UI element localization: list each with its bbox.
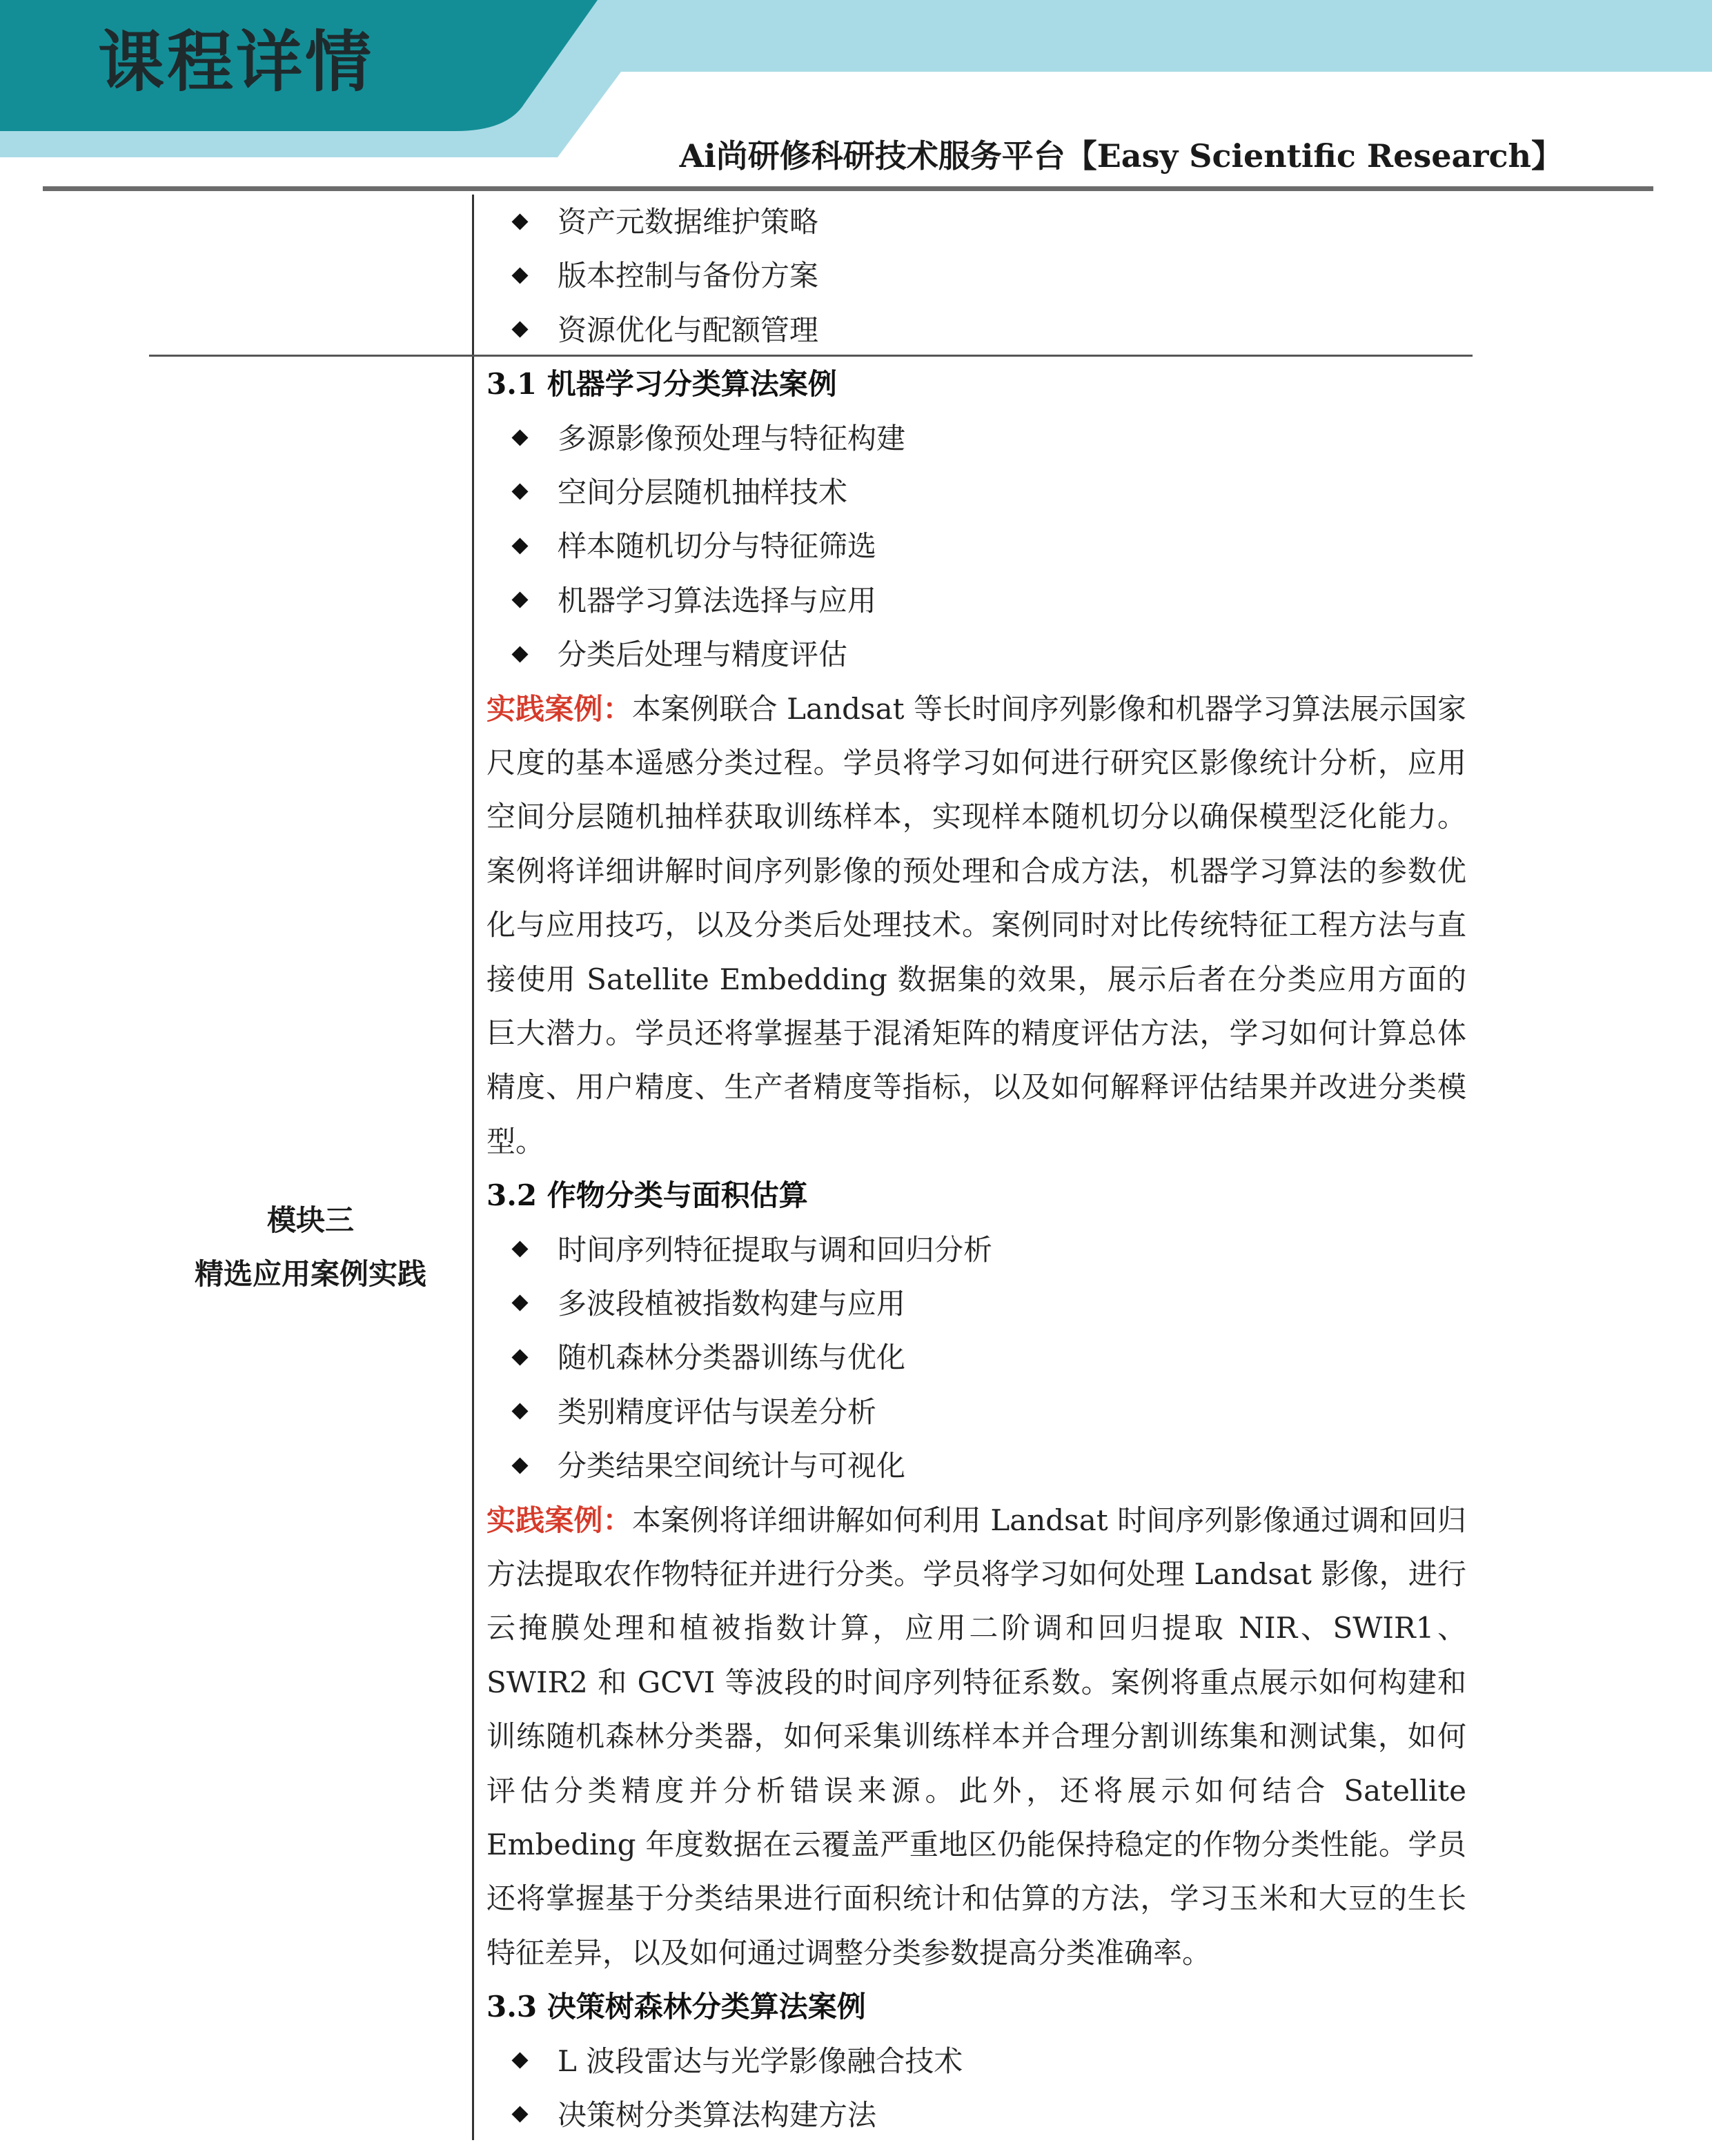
list-item-text: 机器学习算法选择与应用 [558, 583, 877, 617]
module-name: 精选应用案例实践 [194, 1257, 426, 1291]
list-item-text: 版本控制与备份方案 [558, 259, 819, 293]
list-item-text: L 波段雷达与光学影像融合技术 [558, 2044, 963, 2078]
list-item-text: 分类后处理与精度评估 [558, 637, 848, 672]
case-paragraph [486, 682, 1466, 1169]
diamond-bullet-icon [511, 2053, 528, 2069]
list-item [486, 304, 1466, 357]
list-item-text: 随机森林分类器训练与优化 [558, 1341, 906, 1375]
list-item [486, 412, 1466, 466]
list-item-text: 类别精度评估与误差分析 [558, 1394, 877, 1429]
header-divider [43, 186, 1653, 191]
case-text: 本案例将详细讲解如何利用 Landsat 时间序列影像通过调和回归方法提取农作物特征并进行分类。学员将学习如何处理 Landsat 影像，进行云掩膜处理和植被指数计算，应用二阶调和回归提取 NIR、SWIR1、SWIR2 和 GCVI 等波段的时间序列特征系数。案例将重点展示如何构建和训练随机森林分类器，如何采集训练样本并合理分割训练集和测试集，如何评估分类精度并分析错误来源。此外，还将展示如何结合 Satellite Embeding 年度数据在云覆盖严重地区仍能保持稳定的作物分类性能。学员还将掌握基于分类结果进行面积统计和估算的方法，学习玉米和大豆的生长特征差异，以及如何通过调整分类参数提高分类准确率。 [486, 1503, 1466, 1970]
case-text: 本案例联合 Landsat 等长时间序列影像和机器学习算法展示国家尺度的基本遥感分类过程。学员将学习如何进行研究区影像统计分析，应用空间分层随机抽样获取训练样本，实现样本随机切分以确保模型泛化能力。案例将详细讲解时间序列影像的预处理和合成方法，机器学习算法的参数优化与应用技巧，以及分类后处理技术。案例同时对比传统特征工程方法与直接使用 Satellite Embedding 数据集的效果，展示后者在分类应用方面的巨大潜力。学员还将掌握基于混淆矩阵的精度评估方法，学习如何计算总体精度、用户精度、生产者精度等指标，以及如何解释评估结果并改进分类模型。 [486, 691, 1466, 1158]
list-item [486, 520, 1466, 573]
list-item [486, 466, 1466, 520]
list-item [486, 2088, 1466, 2142]
list-item-text: 空间分层随机抽样技术 [558, 475, 848, 509]
list-item [486, 574, 1466, 628]
list-item-text: 资产元数据维护策略 [558, 205, 819, 239]
case-paragraph [486, 1494, 1466, 1981]
platform-name: Ai尚研修科研技术服务平台【Easy Scientific Research】 [679, 137, 1563, 175]
diamond-bullet-icon [511, 1295, 528, 1312]
table-column-divider [472, 195, 474, 2140]
diamond-bullet-icon [511, 1241, 528, 1258]
list-item-text: 资源优化与配额管理 [558, 313, 819, 347]
diamond-bullet-icon [511, 267, 528, 284]
diamond-bullet-icon [511, 1403, 528, 1420]
module-number: 模块三 [266, 1203, 354, 1237]
list-item-text: 多波段植被指数构建与应用 [558, 1286, 906, 1321]
diamond-bullet-icon [511, 213, 528, 230]
case-label: 实践案例： [486, 1503, 632, 1537]
list-item-text: 决策树分类算法构建方法 [558, 2097, 877, 2132]
diamond-bullet-icon [511, 484, 528, 500]
list-item-text: 时间序列特征提取与调和回归分析 [558, 1232, 993, 1267]
list-item-text: 多源影像预处理与特征构建 [558, 421, 906, 455]
section-title: 3.3 决策树森林分类算法案例 [486, 1990, 866, 2024]
diamond-bullet-icon [511, 430, 528, 446]
list-item [486, 195, 1466, 249]
diamond-bullet-icon [511, 322, 528, 338]
list-item [486, 1331, 1466, 1385]
page-title: 课程详情 [98, 23, 374, 101]
module-label [149, 1194, 472, 1301]
list-item [486, 249, 1466, 303]
diamond-bullet-icon [511, 1457, 528, 1474]
list-item [486, 2035, 1466, 2088]
section-title: 3.2 作物分类与面积估算 [486, 1178, 808, 1213]
diamond-bullet-icon [511, 592, 528, 609]
section-title: 3.1 机器学习分类算法案例 [486, 367, 837, 402]
case-label: 实践案例： [486, 691, 632, 726]
list-item-text: 样本随机切分与特征筛选 [558, 529, 877, 564]
list-item [486, 1277, 1466, 1331]
list-item [486, 628, 1466, 682]
list-item [486, 1439, 1466, 1493]
diamond-bullet-icon [511, 1349, 528, 1365]
list-item [486, 1223, 1466, 1277]
list-item-text: 分类结果空间统计与可视化 [558, 1449, 906, 1483]
diamond-bullet-icon [511, 646, 528, 662]
diamond-bullet-icon [511, 537, 528, 554]
diamond-bullet-icon [511, 2106, 528, 2123]
content-column [486, 195, 1466, 2142]
list-item [486, 1385, 1466, 1439]
